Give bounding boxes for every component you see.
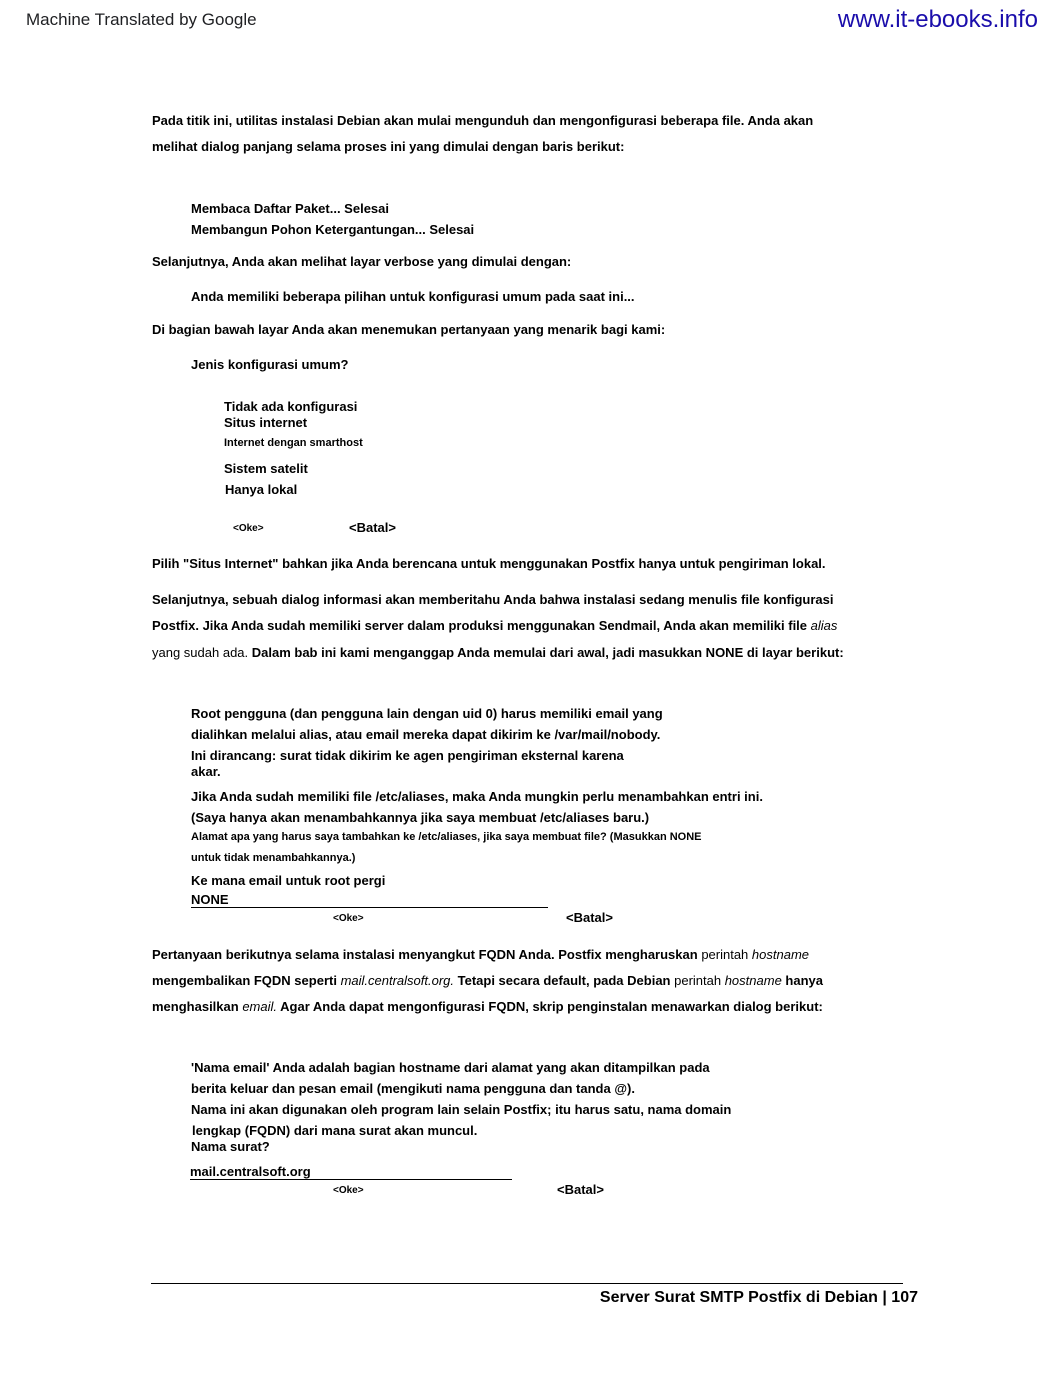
- dialog3-line: 'Nama email' Anda adalah bagian hostname dari alamat yang akan ditampilkan pada: [191, 1060, 710, 1075]
- para6-line3: [152, 999, 823, 1014]
- footer-title: Server Surat SMTP Postfix di Debian | 107: [599, 1289, 918, 1306]
- para5-line1: Selanjutnya, sebuah dialog informasi akan memberitahu Anda bahwa instalasi sedang menulis file konfigurasi: [152, 592, 834, 607]
- para5-line2-text: Postfix. Jika Anda sudah memiliki server dalam produksi menggunakan Sendmail, Anda akan memiliki file: [152, 618, 811, 633]
- dialog2-line: (Saya hanya akan menambahkannya jika saya membuat /etc/aliases baru.): [191, 810, 650, 825]
- para6-l1a: Pertanyaan berikutnya selama instalasi menyangkut FQDN Anda. Postfix mengharuskan: [152, 947, 702, 962]
- para5-alias-term: alias: [810, 618, 838, 633]
- dialog2-line: Jika Anda sudah memiliki file /etc/aliases, maka Anda mungkin perlu menambahkan entri ini.: [191, 789, 763, 804]
- para6-l2e: hostname: [724, 973, 782, 988]
- dialog3-input: mail.centralsoft.org: [190, 1164, 512, 1180]
- dialog2-cancel: <Batal>: [566, 910, 613, 925]
- para6-l1b: perintah: [701, 947, 752, 962]
- para6-l2d: perintah: [674, 973, 725, 988]
- dialog2-input: NONE: [191, 892, 548, 908]
- footer-rule: [151, 1283, 903, 1284]
- dialog2-ok: <Oke>: [333, 913, 364, 924]
- para1-line2: melihat dialog panjang selama proses ini yang dimulai dengan baris berikut:: [152, 139, 625, 154]
- dialog2-line: Root pengguna (dan pengguna lain dengan uid 0) harus memiliki email yang: [191, 706, 663, 721]
- dialog2-line: dialihkan melalui alias, atau email mereka dapat dikirim ke /var/mail/nobody.: [191, 727, 661, 742]
- para6-l2c: Tetapi secara default, pada Debian: [454, 973, 675, 988]
- para6-l1c: hostname: [751, 947, 809, 962]
- para6-l3c: Agar Anda dapat mengonfigurasi FQDN, skrip penginstalan menawarkan dialog berikut:: [277, 999, 823, 1014]
- dialog1-option: Hanya lokal: [225, 482, 298, 497]
- dialog1-cancel: <Batal>: [349, 520, 396, 535]
- para4: Pilih "Situs Internet" bahkan jika Anda berencana untuk menggunakan Postfix hanya untuk pengiriman lokal.: [152, 556, 826, 571]
- para5-line3-text: Dalam bab ini kami menganggap Anda memulai dari awal, jadi masukkan NONE di layar berikut:: [251, 645, 844, 660]
- dialog3-line: lengkap (FQDN) dari mana surat akan muncul.: [192, 1123, 478, 1138]
- source-link[interactable]: www.it-ebooks.info: [837, 6, 1038, 33]
- dialog3-cancel: <Batal>: [557, 1182, 604, 1197]
- para6-line1: [152, 947, 809, 962]
- dialog3-line: Nama ini akan digunakan oleh program lain selain Postfix; itu harus satu, nama domain: [191, 1102, 732, 1117]
- para6-line2: [152, 973, 823, 988]
- machine-translated-label: Machine Translated by Google: [26, 10, 257, 29]
- code1-line1: Membaca Daftar Paket... Selesai: [191, 201, 389, 216]
- code2: Anda memiliki beberapa pilihan untuk konfigurasi umum pada saat ini...: [191, 289, 635, 304]
- para6-l3b: email.: [242, 999, 277, 1014]
- dialog1-question: Jenis konfigurasi umum?: [191, 357, 349, 372]
- dialog3-line: berita keluar dan pesan email (mengikuti nama pengguna dan tanda @).: [191, 1081, 635, 1096]
- para5-line3: [152, 645, 844, 660]
- dialog2-line: Ke mana email untuk root pergi: [191, 873, 386, 888]
- dialog2-line: Alamat apa yang harus saya tambahkan ke /etc/aliases, jika saya membuat file? (Masukkan NONE: [191, 831, 702, 843]
- dialog1-option: Situs internet: [224, 415, 308, 430]
- para5-line3-lead: yang sudah ada.: [152, 645, 252, 660]
- para3: Di bagian bawah layar Anda akan menemukan pertanyaan yang menarik bagi kami:: [152, 322, 666, 337]
- para6-l2f: hanya: [781, 973, 823, 988]
- para6-l3a: menghasilkan: [152, 999, 243, 1014]
- dialog1-option: Tidak ada konfigurasi: [224, 399, 358, 414]
- dialog2-line: untuk tidak menambahkannya.): [191, 852, 356, 864]
- para1-line1: Pada titik ini, utilitas instalasi Debian akan mulai mengunduh dan mengonfigurasi beberapa file. Anda akan: [152, 113, 814, 128]
- dialog1-option: Internet dengan smarthost: [224, 437, 363, 449]
- dialog2-line: Ini dirancang: surat tidak dikirim ke agen pengiriman eksternal karena: [191, 748, 624, 763]
- dialog3-ok: <Oke>: [333, 1185, 364, 1196]
- dialog3-line: Nama surat?: [191, 1139, 270, 1154]
- para2: Selanjutnya, Anda akan melihat layar verbose yang dimulai dengan:: [152, 254, 572, 269]
- dialog1-option: Sistem satelit: [224, 461, 308, 476]
- dialog2-line: akar.: [191, 764, 221, 779]
- para6-l2a: mengembalikan FQDN seperti: [152, 973, 341, 988]
- para5-line2: [152, 618, 837, 633]
- dialog1-ok: <Oke>: [233, 523, 264, 534]
- para6-l2b: mail.centralsoft.org.: [340, 973, 454, 988]
- code1-line2: Membangun Pohon Ketergantungan... Selesai: [191, 222, 475, 237]
